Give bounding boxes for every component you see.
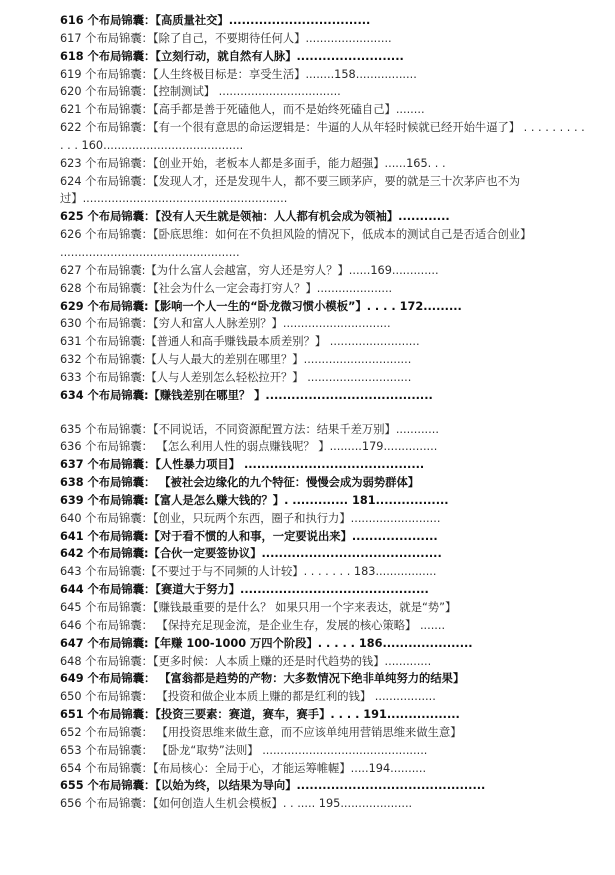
toc-entry[interactable]: 635 个布局锦囊：【不同说话，不同资源配置方法：结果千差万别】............: [60, 422, 439, 436]
toc-entry[interactable]: 616 个布局锦囊：【高质量社交】.................................: [60, 14, 371, 27]
toc-entry[interactable]: 636 个布局锦囊： 【怎么利用人性的弱点赚钱呢？ 】.........179...............: [60, 440, 438, 454]
toc-entry[interactable]: 619 个布局锦囊：【人生终极目标是：享受生活】........158.................: [60, 67, 417, 81]
toc-entry[interactable]: 656 个布局锦囊：【如何创造人生机会模板】. . ..... 195....................: [60, 797, 413, 811]
toc-entry[interactable]: 623 个布局锦囊：【创业开始，老板本人都是多面手，能力超强】......165. . .: [60, 156, 446, 170]
toc-entry[interactable]: 631 个布局锦囊:【普通人和高手赚钱最本质差别？】 .........................: [60, 335, 420, 349]
toc-entry[interactable]: 632 个布局锦囊:【人与人最大的差别在哪里？】..............................: [60, 353, 412, 367]
toc-entry[interactable]: 648 个布局锦囊：【更多时候：人本质上赚的还是时代趋势的钱】.............: [60, 654, 432, 668]
section-spacer: [60, 405, 585, 421]
toc-entry[interactable]: 618 个布局锦囊：【立刻行动，就自然有人脉】.........................: [60, 49, 404, 63]
toc-entry[interactable]: 646 个布局锦囊： 【保持充足现金流，是企业生存，发展的核心策略】 .......: [60, 618, 446, 632]
toc-entry[interactable]: 649 个布局锦囊： 【富翁都是趋势的产物：大多数情况下绝非单纯努力的结果】: [60, 672, 465, 686]
toc-entry[interactable]: 647 个布局锦囊:【年赚 100-1000 万四个阶段】. . . . . 186.....................: [60, 636, 473, 650]
toc-entry[interactable]: 652 个布局锦囊： 【用投资思维来做生意，而不应该单纯用营销思维来做生意】: [60, 725, 462, 739]
toc-entry[interactable]: 628 个布局锦囊：【社会为什么一定会毒打穷人？】.....................: [60, 281, 393, 295]
toc-entry[interactable]: 638 个布局锦囊： 【被社会边缘化的九个特征：慢慢会成为弱势群体】: [60, 476, 420, 490]
toc-entry[interactable]: 644 个布局锦囊：【赛道大于努力】............................................: [60, 583, 429, 597]
toc-entry[interactable]: 642 个布局锦囊:【合伙一定要签协议】..........................................: [60, 547, 442, 561]
toc-entry[interactable]: 650 个布局锦囊： 【投资和做企业本质上赚的都是红利的钱】 .................: [60, 690, 436, 704]
toc-entry[interactable]: 627 个布局锦囊:【为什么富人会越富，穷人还是穷人？】......169.............: [60, 263, 439, 277]
toc-entry[interactable]: 634 个布局锦囊:【赚钱差别在哪里？ 】.......................................: [60, 388, 433, 402]
toc-entry[interactable]: 621 个布局锦囊：【高手都是善于死磕他人，而不是始终死磕自己】........: [60, 103, 425, 117]
toc-entry[interactable]: 625 个布局锦囊：【没有人天生就是领袖：人人都有机会成为领袖】............: [60, 210, 450, 224]
toc-entry[interactable]: 624 个布局锦囊：【发现人才，还是发现牛人，都不要三顾茅庐，要的就是三十次茅庐也不为过】.........................................................: [60, 174, 521, 206]
toc-entry[interactable]: 633 个布局锦囊:【人与人差别怎么轻松拉开？】 .............................: [60, 370, 412, 384]
toc-entry[interactable]: 645 个布局锦囊：【赚钱最重要的是什么？ 如果只用一个字来表达，就是“势”】: [60, 601, 457, 614]
toc-entry[interactable]: 637 个布局锦囊：【人性暴力项目】 ..........................................: [60, 458, 425, 472]
toc-entry[interactable]: 626 个布局锦囊：【卧底思维：如何在不负担风险的情况下，低成本的测试自己是否适合创业】 ..................................................: [60, 228, 532, 259]
toc-group-second: [60, 421, 585, 814]
toc-entry[interactable]: 630 个布局锦囊：【穷人和富人人脉差别？】..............................: [60, 317, 391, 331]
toc-entry[interactable]: 643 个布局锦囊:【不要过于与不同频的人计较】. . . . . . . 183.................: [60, 565, 437, 579]
toc-entry[interactable]: 629 个布局锦囊:【影响一个人一生的“卧龙微习惯小模板”】. . . . 172.........: [60, 299, 462, 313]
toc-entry[interactable]: 617 个布局锦囊：【除了自己，不要期待任何人】........................: [60, 31, 392, 45]
toc-entry[interactable]: 651 个布局锦囊：【投资三要素：赛道，赛车，赛手】. . . . 191.................: [60, 708, 460, 722]
toc-entry[interactable]: 655 个布局锦囊：【以始为终，以结果为导向】............................................: [60, 779, 486, 793]
toc-entry[interactable]: 622 个布局锦囊：【有一个很有意思的命运逻辑是：牛逼的人从年轻时候就已经开始牛逼了】 . . . . . . . . . . . . 160.......................................: [60, 121, 585, 152]
toc-group-first: [60, 12, 585, 405]
toc-entry[interactable]: 620 个布局锦囊：【控制测试】 ..................................: [60, 85, 341, 99]
table-of-contents: [60, 12, 585, 813]
toc-entry[interactable]: 653 个布局锦囊： 【卧龙“取势”法则】 ..............................................: [60, 743, 428, 757]
toc-entry[interactable]: 654 个布局锦囊：【布局核心：全局于心，才能运筹帷幄】.....194..........: [60, 761, 427, 775]
toc-entry[interactable]: 639 个布局锦囊:【富人是怎么赚大钱的？】. ............. 181.................: [60, 493, 449, 507]
toc-entry[interactable]: 640 个布局锦囊：【创业，只玩两个东西，圈子和执行力】.........................: [60, 511, 441, 525]
toc-entry[interactable]: 641 个布局锦囊:【对于看不惯的人和事，一定要说出来】....................: [60, 529, 438, 543]
